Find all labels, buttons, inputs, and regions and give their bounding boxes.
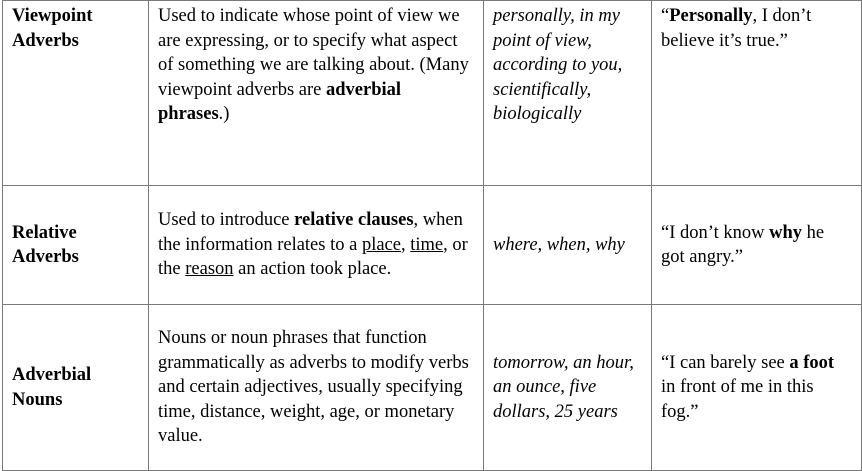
text-run: he got angry.” — [661, 222, 825, 267]
text-run: Nouns or noun phrases that function grammatically as adverbs to modify verbs and certain adjectives, usually specifying time, distance, weight, age, or monetary value. — [158, 328, 469, 447]
adverb-types-table — [2, 0, 862, 471]
term-cell — [3, 186, 149, 305]
text-run: Used to indicate whose point of view we are expressing, or to specify what aspect of something we are talking about. (Many viewpoint adverbs are — [158, 6, 469, 100]
table-row — [3, 186, 862, 305]
text-run: , — [400, 234, 411, 255]
definition-cell — [149, 1, 484, 186]
example-sentence-cell — [652, 1, 862, 186]
underlined-term: place — [361, 234, 401, 255]
table-row — [3, 305, 862, 471]
underlined-term: reason — [185, 259, 234, 280]
term-cell — [3, 1, 149, 186]
bold-term: relative clauses — [294, 210, 414, 231]
term-line: Nouns — [12, 389, 63, 410]
example-sentence-cell — [652, 186, 862, 305]
term-line: Adverbs — [12, 247, 79, 267]
text-run: , I don’t believe it’s true.” — [661, 6, 812, 51]
term-line: Adverbs — [12, 30, 79, 51]
underlined-term: time — [410, 234, 444, 255]
term-line: Relative — [12, 222, 77, 243]
term-line: Adverbial — [12, 365, 92, 385]
text-run: in front of me in this fog.” — [661, 377, 814, 422]
text-run: , when the information relates to a — [158, 210, 463, 255]
text-run: “I can barely see — [661, 352, 790, 373]
definition-cell — [149, 186, 484, 305]
examples-cell: personally, in my point of view, according to you, scientifically, biologically — [484, 1, 652, 186]
bold-term: a foot — [789, 352, 835, 373]
text-run: “ — [661, 6, 670, 26]
bold-term: Personally — [669, 6, 753, 26]
text-run: “I don’t know — [661, 222, 770, 243]
examples-cell: tomorrow, an hour, an ounce, five dollars, 25 years — [484, 305, 652, 471]
term-line: Viewpoint — [12, 6, 93, 26]
text-run: Used to introduce — [158, 210, 295, 231]
bold-term: why — [769, 222, 802, 243]
bold-term: adverbial phrases — [158, 79, 402, 124]
example-sentence-cell — [652, 305, 862, 471]
text-run: an action took place. — [233, 259, 392, 280]
term-cell — [3, 305, 149, 471]
examples-cell: where, when, why — [484, 186, 652, 305]
text-run: .) — [218, 104, 230, 124]
text-run: , or the — [158, 234, 468, 280]
definition-cell — [149, 305, 484, 471]
table-row — [3, 1, 862, 186]
